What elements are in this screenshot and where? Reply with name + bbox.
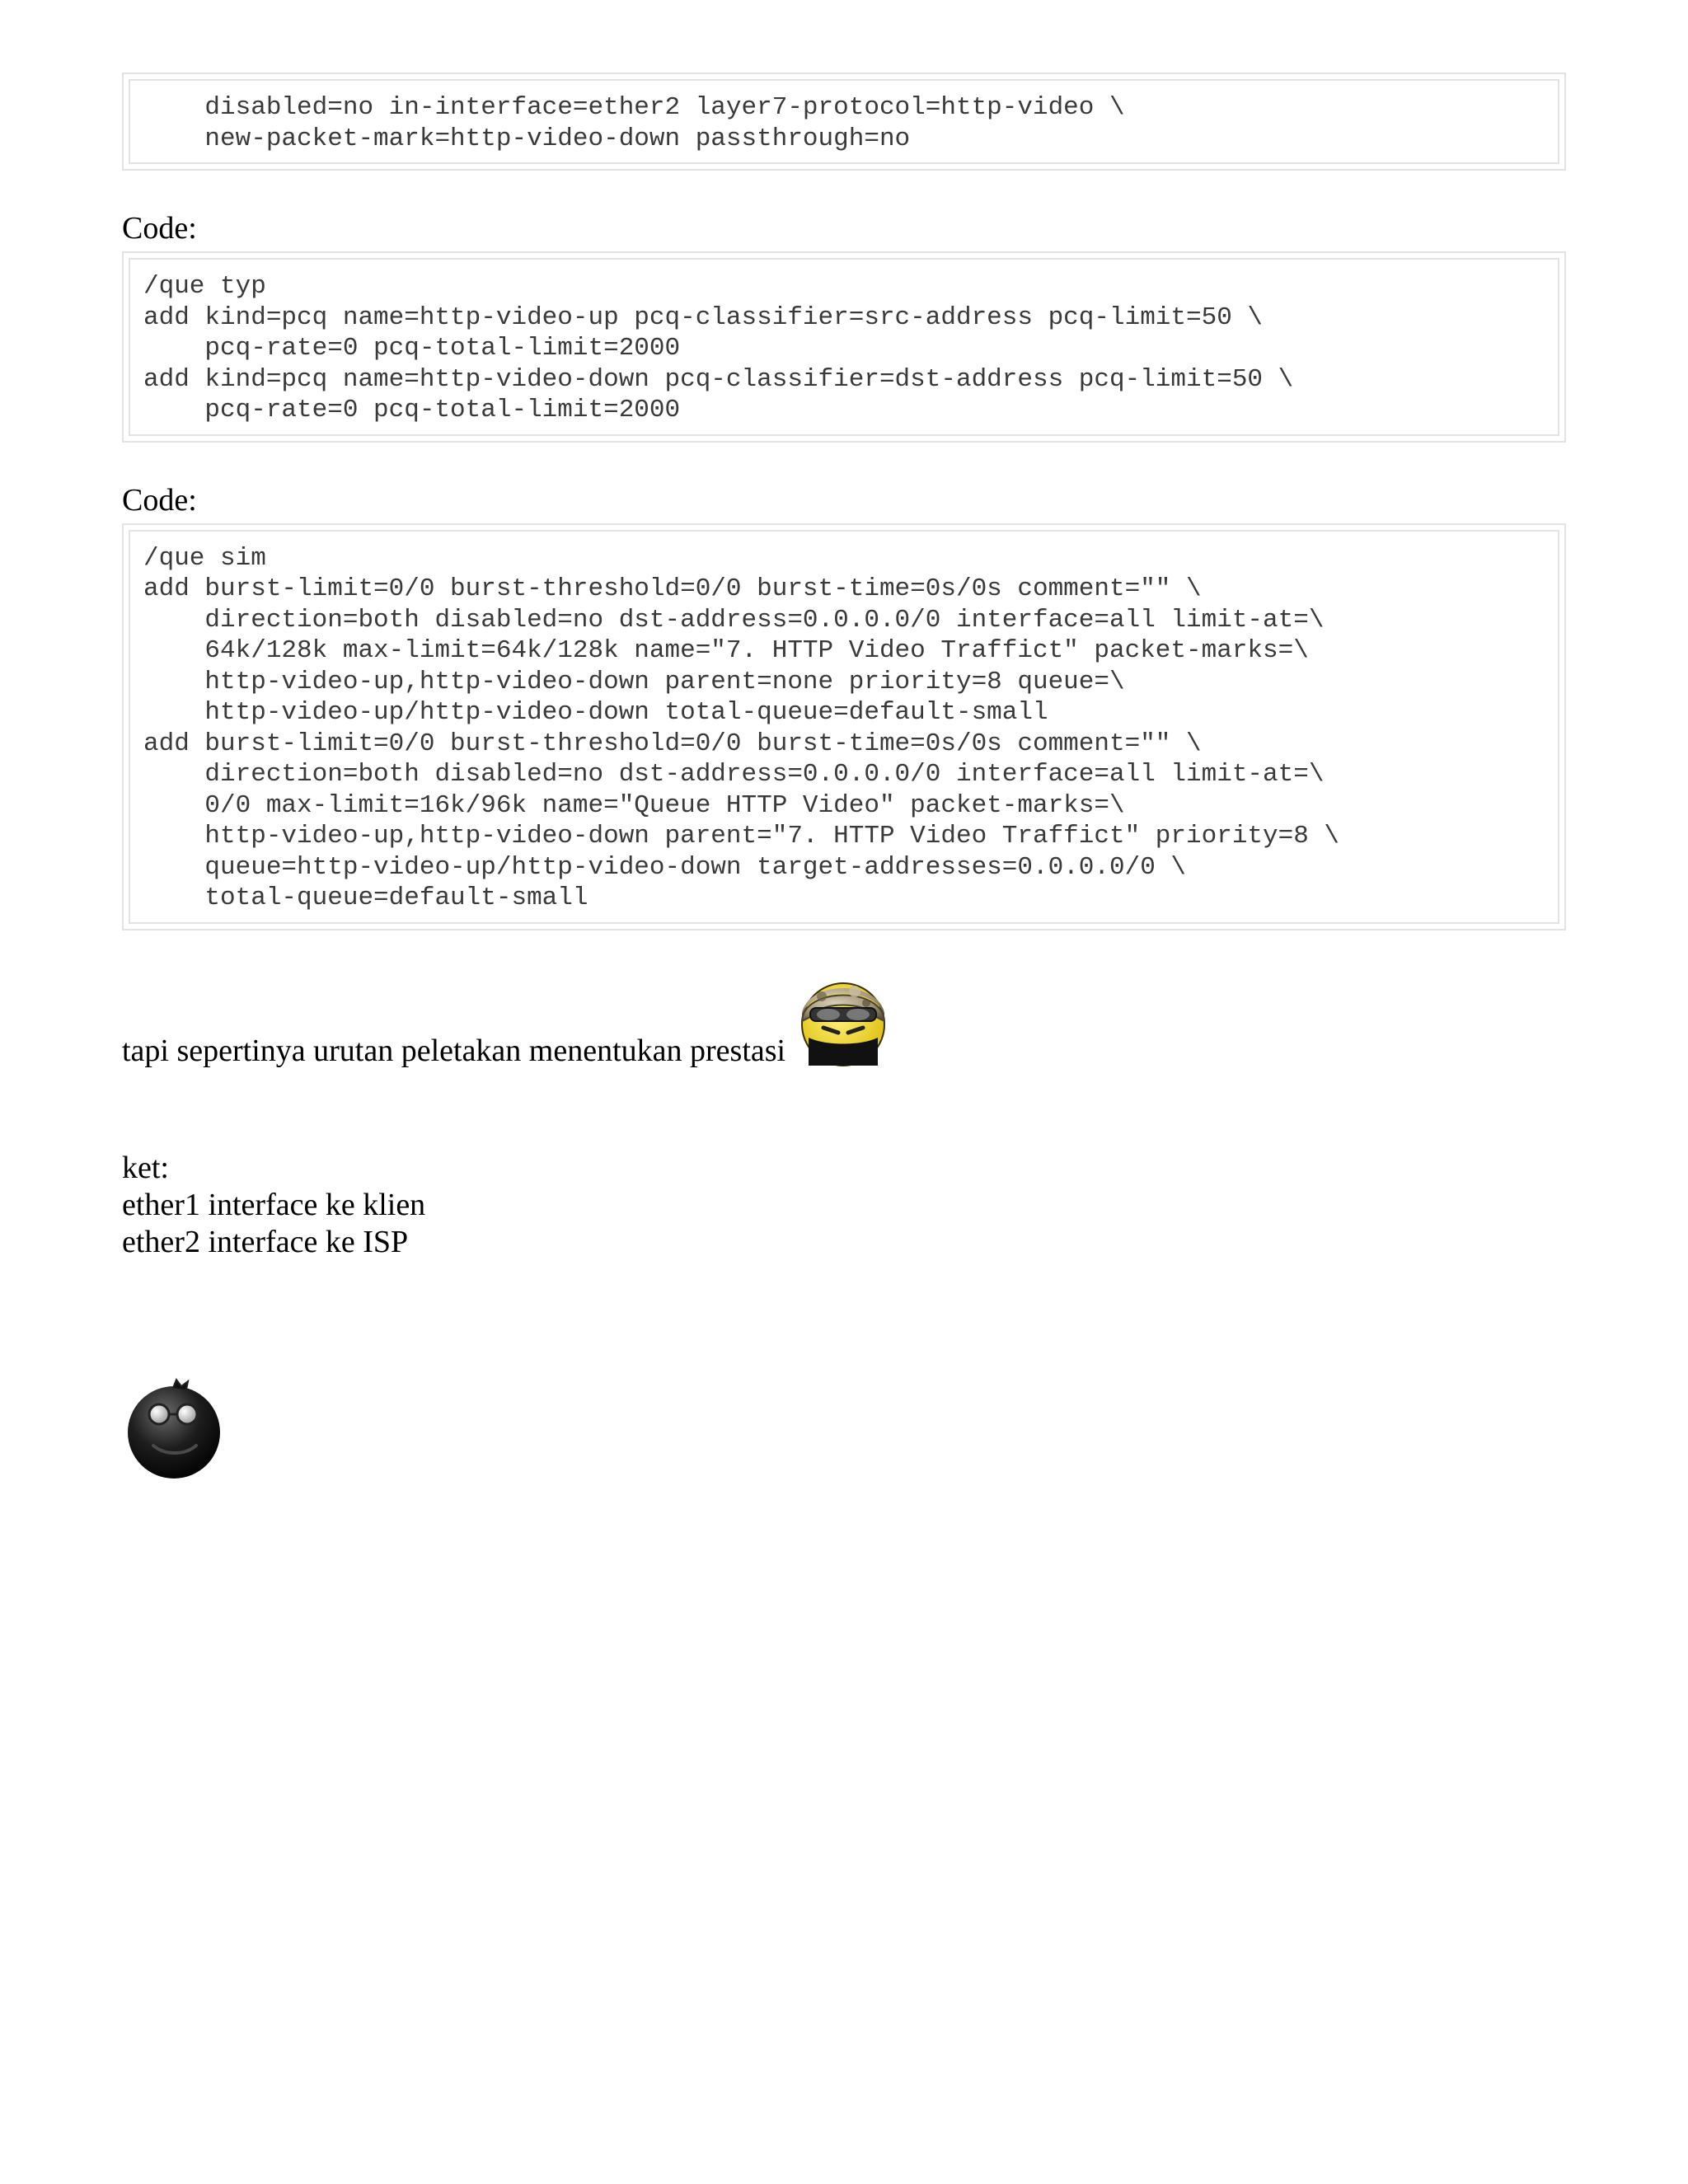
notes-line: ether1 interface ke klien — [122, 1187, 426, 1222]
post-comment — [122, 968, 1566, 1071]
notes-line: ether2 interface ke ISP — [122, 1224, 409, 1259]
code-block-2 — [122, 251, 1566, 443]
code-label: Code: — [122, 482, 197, 518]
code-text: disabled=no in-interface=ether2 layer7-protocol=http-video \ new-packet-mark=http-video-down passthrough=no — [204, 93, 1125, 153]
code-text: /que sim add burst-limit=0/0 burst-threshold=0/0 burst-time=0s/0s comment="" \ direction=both disabled=no dst-address=0.0.0.0/0 interface=all limit-at=\ 64k/128k max-limit=64k/128k name="7. HTTP Video Traffict" packet-marks=\ http-video-up,http-video-down parent=none priority=8 queue=\ http-video-up/http-video-down total-queue=default-small add burst-limit=0/0 burst-threshold=0/0 burst-time=0s/0s comment="" \ direction=both disabled=no dst-address=0.0.0.0/0 interface=all limit-at=\ 0/0 max-limit=16k/96k name="Queue HTTP Video" packet-marks=\ http-video-up,http-video-down parent="7. HTTP Video Traffict" priority=8 \ queue=http-video-up/http-video-down target-addresses=0.0.0.0/0 \ total-queue=default-small — [143, 543, 1340, 912]
code-block-3 — [122, 523, 1566, 930]
sunglasses-smiley-icon — [122, 1376, 226, 1480]
code-block-1 — [122, 73, 1566, 171]
code-text: /que typ add kind=pcq name=http-video-up pcq-classifier=src-address pcq-limit=50 \ pcq-rate=0 pcq-total-limit=2000 add kind=pcq name=http-video-down pcq-classifier=dst-address pcq-limit=50 \ pcq-rate=0 pcq-total-limit=2000 — [143, 272, 1294, 424]
notes-line: ket: — [122, 1150, 169, 1185]
notes — [122, 1150, 1566, 1261]
code-label: Code: — [122, 211, 197, 246]
comment-text: tapi sepertinya urutan peletakan menentukan prestasi — [122, 1033, 786, 1068]
soldier-smiley-icon — [792, 968, 894, 1071]
page-content — [122, 73, 1566, 1480]
